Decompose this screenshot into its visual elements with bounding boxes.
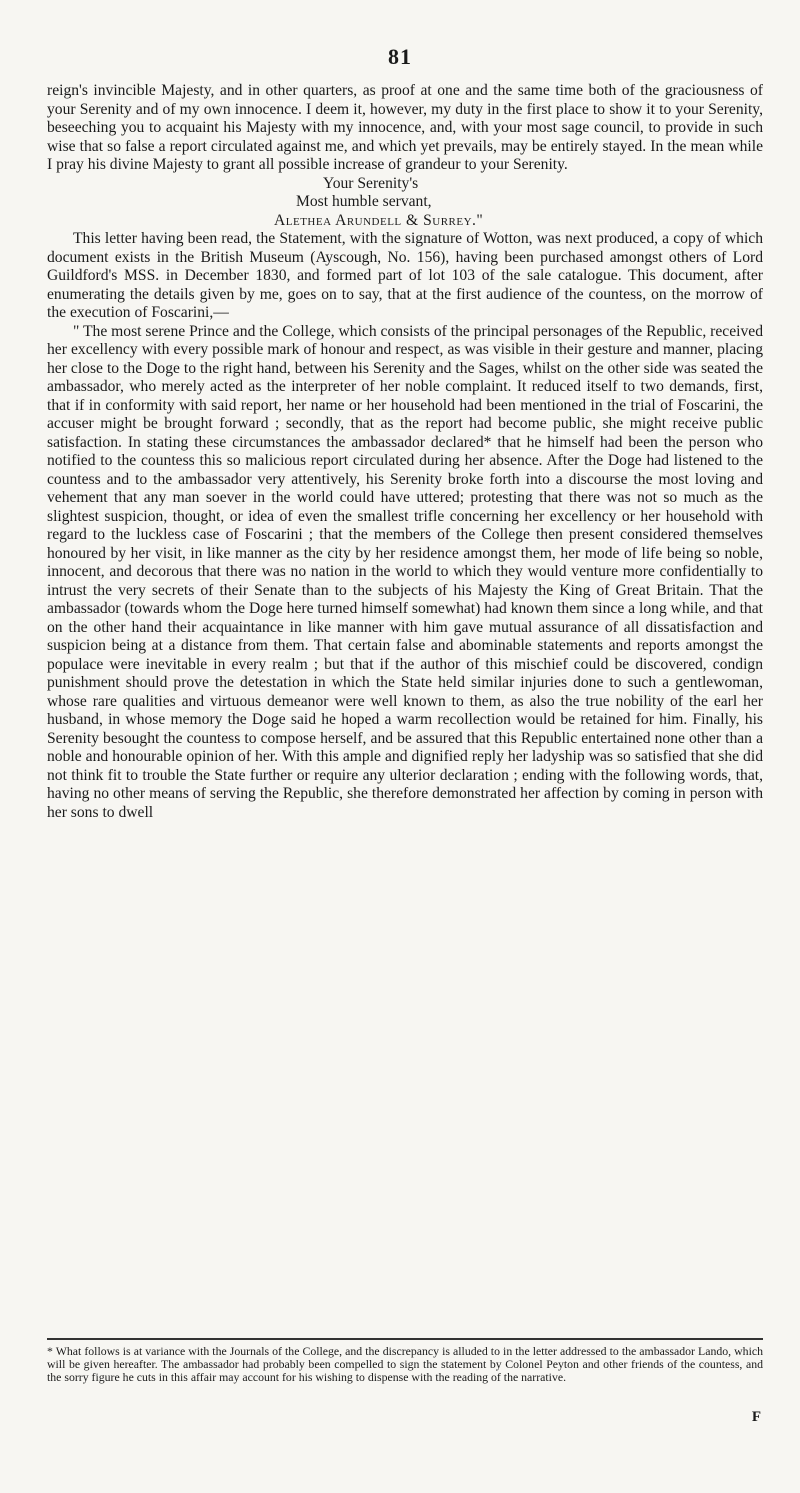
body-text (47, 82, 763, 822)
quoted-statement-paragraph: " The most serene Prince and the College, which consists of the principal personages of the Republic, received her excellency with every possible mark of honour and respect, as was visible in their gesture and manner, placing her close to the Doge to the right hand, between his Serenity and the Sages, whilst on the other side was seated the ambassador, who merely acted as the interpreter of her noble complaint. It reduced itself to two demands, first, that if in conformity with said report, her name or her household had been mentioned in the trial of Foscarini, the accuser might be brought forward ; secondly, that as the report had become public, she might receive public satisfaction. In stating these circumstances the ambassador declared* that he himself had been the person who notified to the countess this so malicious report circulated during her absence. After the Doge had listened to the countess and to the ambassador very attentively, his Serenity broke forth into a discourse the most loving and vehement that any man soever in the world could have uttered; protesting that there was not so much as the slightest suspicion, thought, or idea of even the smallest trifle concerning her excellency or her household with regard to the luckless case of Foscarini ; that the members of the College then present considered themselves honoured by her visit, in like manner as the city by her residence amongst them, her mode of life being so noble, innocent, and decorous that there was no nation in the world to which they would venture more confidentially to intrust the very secrets of their Senate than to the subjects of his Majesty the King of Great Britain. That the ambassador (towards whom the Doge here turned himself somewhat) had known them since a long while, and that on the other hand their acquaintance in like manner with him gave mutual assurance of all dissatisfaction and suspicion being at a distance from them. That certain false and abominable statements and reports amongst the populace were inevitable in every realm ; but that if the author of this mischief could be discovered, condign punishment should prove the detestation in which the State held similar injuries done to such a gentlewoman, whose rare qualities and virtuous demeanor were well known to them, as also the true nobility of the earl her husband, in whose memory the Doge said he hoped a warm recollection would be retained for him. Finally, his Serenity besought the countess to compose herself, and be assured that this Republic entertained none other than a noble and honourable opinion of her. With this ample and dignified reply her ladyship was so satisfied that she did not think fit to trouble the State further or require any ulterior declaration ; ending with the following words, that, having no other means of serving the Republic, she therefore demonstrated her affection by coming in person with her sons to dwell (47, 322, 763, 821)
letter-paragraph: reign's invincible Majesty, and in other quarters, as proof at one and the same time both of the graciousness of your Serenity and of my own innocence. I deem it, however, my duty in the first place to show it to your Serenity, beseeching you to acquaint his Majesty with my innocence, and, with your most sage council, to provide in such wise that so false a report circulated against me, and which yet prevails, may be entirely stayed. In the mean while I pray his divine Majesty to grant all possible increase of grandeur to your Serenity. (47, 82, 763, 173)
letter-signature: Alethea Arundell & Surrey." (274, 211, 484, 229)
footnote: * What follows is at variance with the Journals of the College, and the discrepancy is alluded to in the letter addressed to the ambassador Lando, which will be given hereafter. The ambassador had probably been compelled to sign the statement by Colonel Peyton and other friends of the countess, and the sorry figure he cuts in this affair may account for his wishing to dispense with the reading of the narrative. (47, 1344, 763, 1384)
closing-line: Most humble servant, (296, 193, 432, 210)
page-number: 81 (388, 44, 412, 69)
letter-closing (47, 175, 763, 231)
closing-line: Your Serenity's (323, 174, 419, 192)
footnote-divider (47, 1338, 763, 1340)
narrative-paragraph: This letter having been read, the Statement, with the signature of Wotton, was next produced, a copy of which document exists in the British Museum (Ayscough, No. 156), having been purchased amongst others of Lord Guildford's MSS. in December 1830, and formed part of lot 103 of the sale catalogue. This document, after enumerating the details given by me, goes on to say, that at the first audience of the countess, on the morrow of the execution of Foscarini,— (47, 230, 763, 321)
printer-signature-mark: F (751, 1409, 761, 1425)
